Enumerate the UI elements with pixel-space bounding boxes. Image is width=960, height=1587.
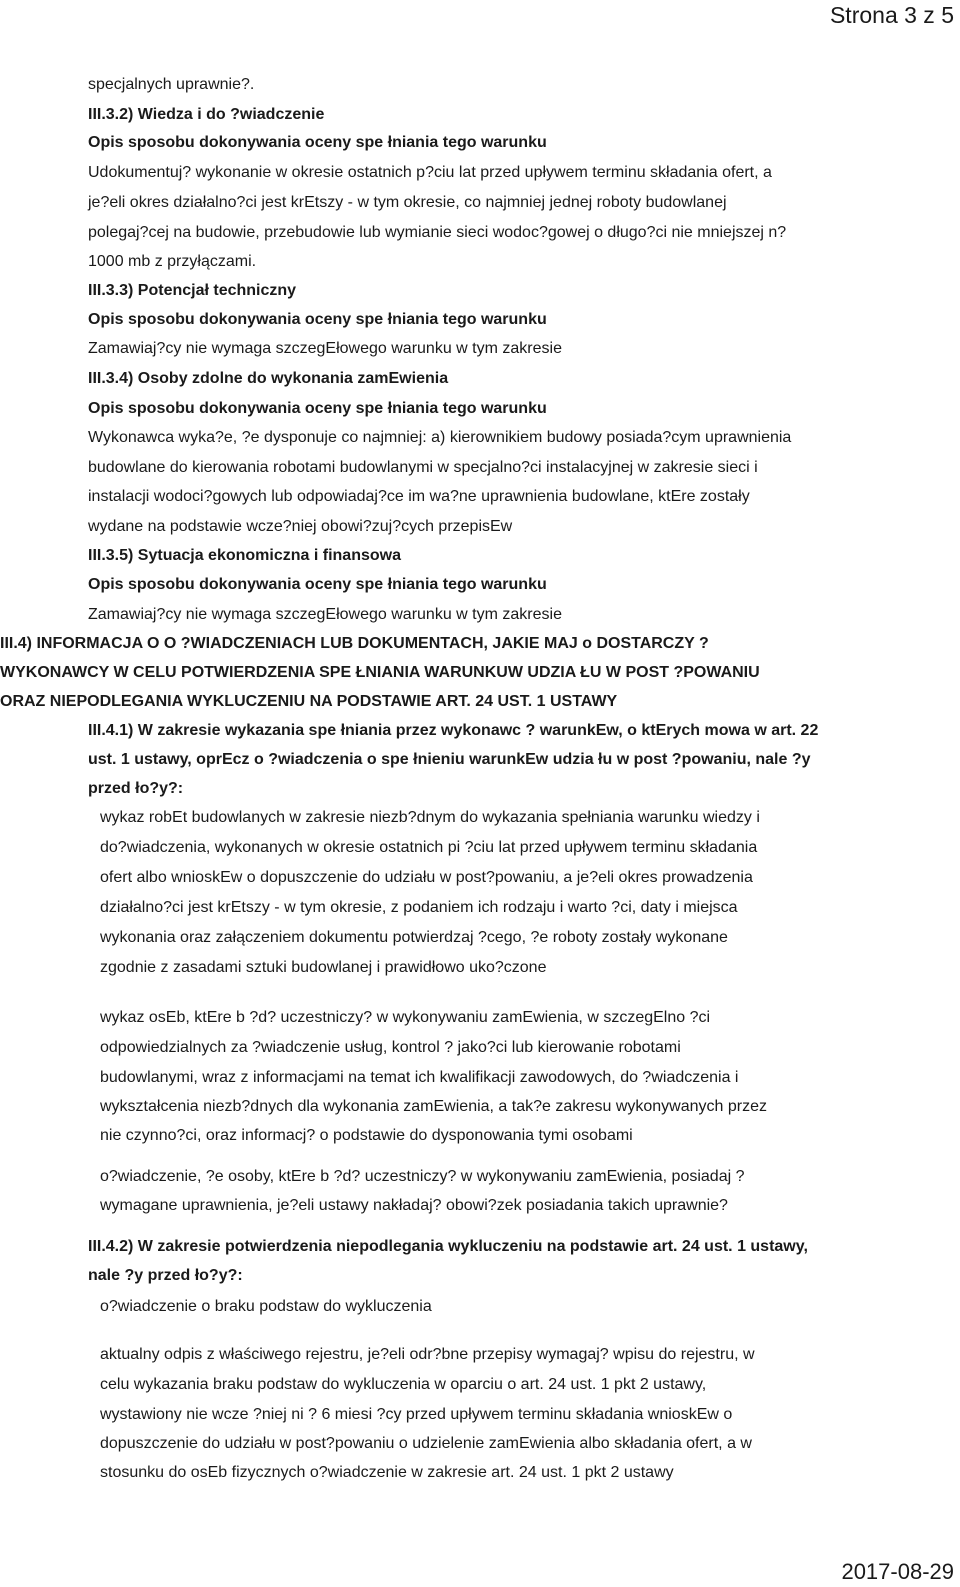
section-heading-line: ORAZ NIEPODLEGANIA WYKLUCZENIU NA PODSTAWIE ART. 24 UST. 1 USTAWY <box>0 693 618 710</box>
text-line: wydane na podstawie wcze?niej obowi?zuj?cych przepisEw <box>88 518 513 535</box>
text-line: Wykonawca wyka?e, ?e dysponuje co najmniej: a) kierownikiem budowy posiada?cym uprawnienia <box>88 429 792 446</box>
section-heading-line: przed ło?y?: <box>88 780 184 797</box>
text-line: wykształcenia niezb?dnych dla wykonania zamEwienia, a tak?e zakresu wykonywanych przez <box>100 1098 767 1115</box>
section-heading-line: Opis sposobu dokonywania oceny spe łniania tego warunku <box>88 576 547 593</box>
page-number-header: Strona 3 z 5 <box>829 2 954 28</box>
section-heading-line: III.4.1) W zakresie wykazania spe łniania przez wykonawc ? warunkEw, o ktErych mowa w art. 22 <box>88 722 819 739</box>
section-heading-line: Opis sposobu dokonywania oceny spe łniania tego warunku <box>88 134 547 151</box>
text-line: aktualny odpis z właściwego rejestru, je?eli odr?bne przepisy wymagaj? wpisu do rejestru, w <box>100 1346 755 1363</box>
text-line: wystawiony nie wcze ?niej ni ? 6 miesi ?cy przed upływem terminu składania wnioskEw o <box>100 1406 733 1423</box>
text-line: zgodnie z zasadami sztuki budowlanej i prawidłowo uko?czone <box>100 959 547 976</box>
text-line: o?wiadczenie, ?e osoby, ktEre b ?d? uczestniczy? w wykonywaniu zamEwienia, posiadaj ? <box>100 1168 745 1185</box>
section-heading-line: III.3.5) Sytuacja ekonomiczna i finansowa <box>88 547 401 564</box>
text-line: działalno?ci jest krEtszy - w tym okresie, z podaniem ich rodzaju i warto ?ci, daty i miejsca <box>100 899 738 916</box>
text-line: do?wiadczenia, wykonanych w okresie ostatnich pi ?ciu lat przed upływem terminu składania <box>100 839 758 856</box>
text-line: o?wiadczenie o braku podstaw do wykluczenia <box>100 1298 432 1315</box>
text-line: polegaj?cej na budowie, przebudowie lub wymianie sieci wodoc?gowej o długo?ci nie mniejszej n? <box>88 224 787 241</box>
section-heading-line: ust. 1 ustawy, oprEcz o ?wiadczenia o spe łnieniu warunkEw udzia łu w post ?powaniu, nale ?y <box>88 751 811 768</box>
text-line: stosunku do osEb fizycznych o?wiadczenie w zakresie art. 24 ust. 1 pkt 2 ustawy <box>100 1464 674 1481</box>
text-line: dopuszczenie do udziału w post?powaniu o udzielenie zamEwienia albo składania ofert, a w <box>100 1435 752 1452</box>
section-heading-line: WYKONAWCY W CELU POTWIERDZENIA SPE ŁNIANIA WARUNKUW UDZIA ŁU W POST ?POWANIU <box>0 664 760 681</box>
text-line: wymagane uprawnienia, je?eli ustawy nakładaj? obowi?zek posiadania takich uprawnie? <box>100 1197 728 1214</box>
section-heading-line: III.4) INFORMACJA O O ?WIADCZENIACH LUB DOKUMENTACH, JAKIE MAJ o DOSTARCZY ? <box>0 635 709 652</box>
text-line: celu wykazania braku podstaw do wykluczenia w oparciu o art. 24 ust. 1 pkt 2 ustawy, <box>100 1376 707 1393</box>
text-line: Zamawiaj?cy nie wymaga szczegEłowego warunku w tym zakresie <box>88 340 562 357</box>
text-line: wykaz osEb, ktEre b ?d? uczestniczy? w wykonywaniu zamEwienia, w szczegElno ?ci <box>100 1009 711 1026</box>
text-line: instalacji wodoci?gowych lub odpowiadaj?ce im wa?ne uprawnienia budowlane, ktEre zostały <box>88 488 750 505</box>
text-line: nie czynno?ci, oraz informacj? o podstawie do dysponowania tymi osobami <box>100 1127 633 1144</box>
section-heading-line: nale ?y przed ło?y?: <box>88 1267 243 1284</box>
section-heading-line: Opis sposobu dokonywania oceny spe łniania tego warunku <box>88 311 547 328</box>
text-line: budowlanymi, wraz z informacjami na temat ich kwalifikacji zawodowych, do ?wiadczenia i <box>100 1069 739 1086</box>
text-line: wykaz robEt budowlanych w zakresie niezb?dnym do wykazania spełniania warunku wiedzy i <box>100 809 760 826</box>
section-heading-line: III.3.4) Osoby zdolne do wykonania zamEwienia <box>88 370 449 387</box>
text-line: wykonania oraz załączeniem dokumentu potwierdzaj ?cego, ?e roboty zostały wykonane <box>100 929 728 946</box>
text-line: Zamawiaj?cy nie wymaga szczegEłowego warunku w tym zakresie <box>88 606 562 623</box>
text-line: 1000 mb z przyłączami. <box>88 253 257 270</box>
text-line: je?eli okres działalno?ci jest krEtszy - w tym okresie, co najmniej jednej roboty budowlanej <box>88 194 727 211</box>
section-heading-line: Opis sposobu dokonywania oceny spe łniania tego warunku <box>88 400 547 417</box>
page-footer-date: 2017-08-29 <box>841 1559 954 1584</box>
text-line: budowlane do kierowania robotami budowlanymi w specjalno?ci instalacyjnej w zakresie sieci i <box>88 459 758 476</box>
section-heading-line: III.3.3) Potencjał techniczny <box>88 282 297 299</box>
section-heading-line: III.4.2) W zakresie potwierdzenia niepodlegania wykluczeniu na podstawie art. 24 ust. 1 ustawy, <box>88 1238 808 1255</box>
text-line: specjalnych uprawnie?. <box>88 76 255 93</box>
text-line: ofert albo wnioskEw o dopuszczenie do udziału w post?powaniu, a je?eli okres prowadzenia <box>100 869 753 886</box>
section-heading-line: III.3.2) Wiedza i do ?wiadczenie <box>88 106 325 123</box>
text-line: Udokumentuj? wykonanie w okresie ostatnich p?ciu lat przed upływem terminu składania ofert, a <box>88 164 772 181</box>
text-line: odpowiedzialnych za ?wiadczenie usług, kontrol ? jako?ci lub kierowanie robotami <box>100 1039 681 1056</box>
